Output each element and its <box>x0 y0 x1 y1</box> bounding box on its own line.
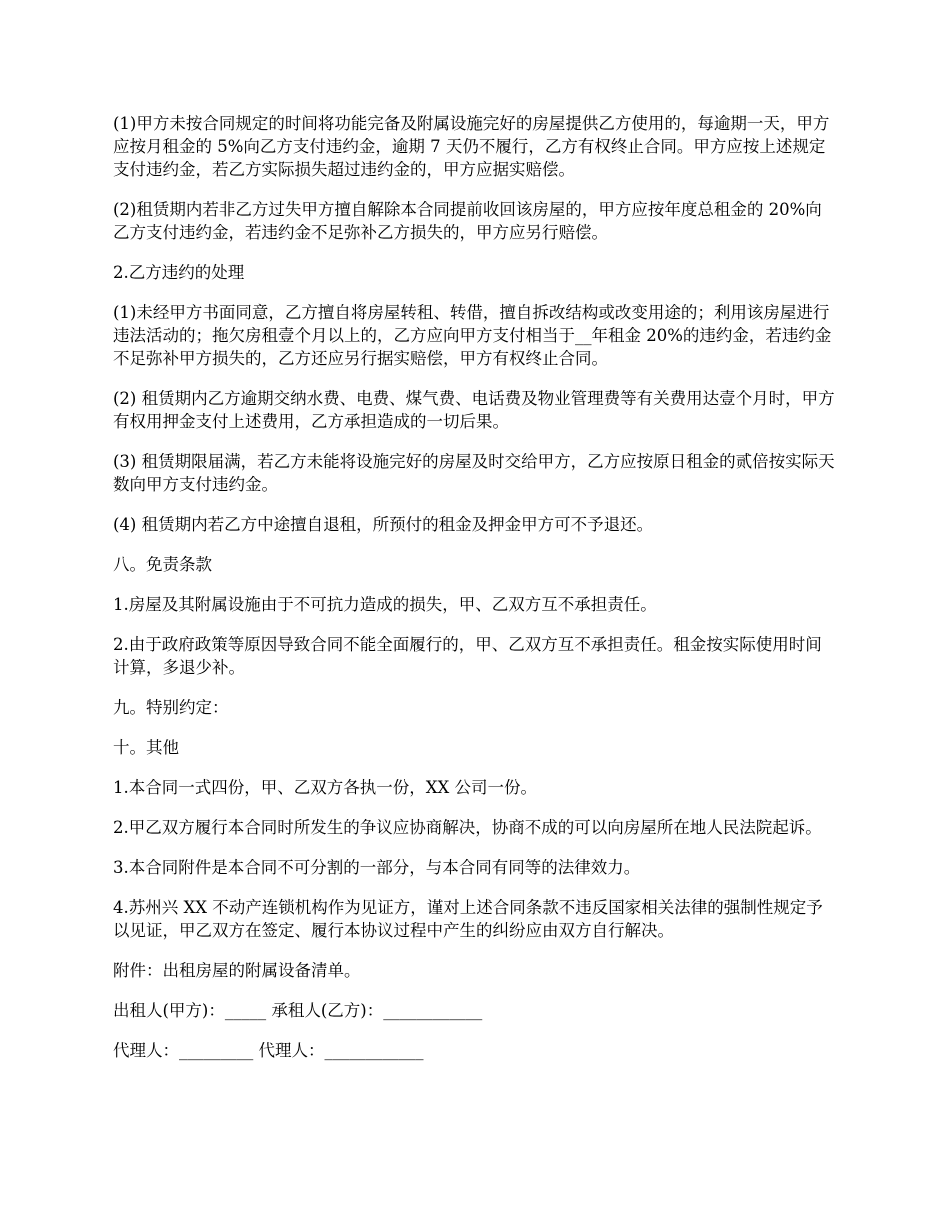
document-body <box>113 112 838 1079</box>
clause-paragraph: 3.本合同附件是本合同不可分割的一部分，与本合同有同等的法律效力。 <box>113 858 641 877</box>
clause-paragraph: (3) 租赁期限届满，若乙方未能将设施完好的房屋及时交给甲方，乙方应按原日租金的贰倍按实际天数向甲方支付违约金。 <box>113 452 835 494</box>
clause-paragraph: (1)甲方未按合同规定的时间将功能完备及附属设施完好的房屋提供乙方使用的，每逾期一天，甲方应按月租金的 5%向乙方支付违约金，逾期 7 天仍不履行，乙方有权终止合同。甲方应按上述规定支付违约金，若乙方实际损失超过违约金的，甲方应据实赔偿。 <box>113 114 830 179</box>
clause-paragraph: (4) 租赁期内若乙方中途擅自退租，所预付的租金及押金甲方可不予退还。 <box>113 515 654 534</box>
clause-paragraph: 1.本合同一式四份，甲、乙双方各执一份，XX 公司一份。 <box>113 778 537 797</box>
clause-paragraph: 1.房屋及其附属设施由于不可抗力造成的损失，甲、乙双方互不承担责任。 <box>113 595 657 614</box>
section-heading: 九。特别约定： <box>113 698 229 717</box>
clause-paragraph: 2.由于政府政策等原因导致合同不能全面履行的，甲、乙双方互不承担责任。租金按实际使用时间计算，多退少补。 <box>113 635 822 677</box>
clause-paragraph: (2)租赁期内若非乙方过失甲方擅自解除本合同提前收回该房屋的，甲方应按年度总租金的 20%向乙方支付违约金，若违约金不足弥补乙方损失的，甲方应另行赔偿。 <box>113 200 822 242</box>
clause-paragraph: 4.苏州兴 XX 不动产连锁机构作为见证方，谨对上述合同条款不违反国家相关法律的强制性规定予以见证，甲乙双方在签定、履行本协议过程中产生的纠纷应由双方自行解决。 <box>113 898 823 940</box>
clause-paragraph: (2) 租赁期内乙方逾期交纳水费、电费、煤气费、电话费及物业管理费等有关费用达壹个月时，甲方有权用押金支付上述费用，乙方承担造成的一切后果。 <box>113 389 835 431</box>
clause-paragraph: 2.甲乙双方履行本合同时所发生的争议应协商解决，协商不成的可以向房屋所在地人民法院起诉。 <box>113 818 822 837</box>
signature-line-parties: 出租人(甲方)：_____ 承租人(乙方)：____________ <box>113 1001 483 1020</box>
section-heading: 十。其他 <box>113 738 179 757</box>
section-heading: 2.乙方违约的处理 <box>113 263 245 282</box>
signature-line-agents: 代理人：_________ 代理人：____________ <box>113 1041 424 1060</box>
section-heading: 八。免责条款 <box>113 555 212 574</box>
clause-paragraph: (1)未经甲方书面同意，乙方擅自将房屋转租、转借，擅自拆改结构或改变用途的；利用该房屋进行违法活动的；拖欠房租壹个月以上的，乙方应向甲方支付相当于__年租金 20%的违约金，若违约金不足弥补甲方损失的，乙方还应另行据实赔偿，甲方有权终止合同。 <box>113 303 832 368</box>
attachment-note: 附件：出租房屋的附属设备清单。 <box>113 961 361 980</box>
